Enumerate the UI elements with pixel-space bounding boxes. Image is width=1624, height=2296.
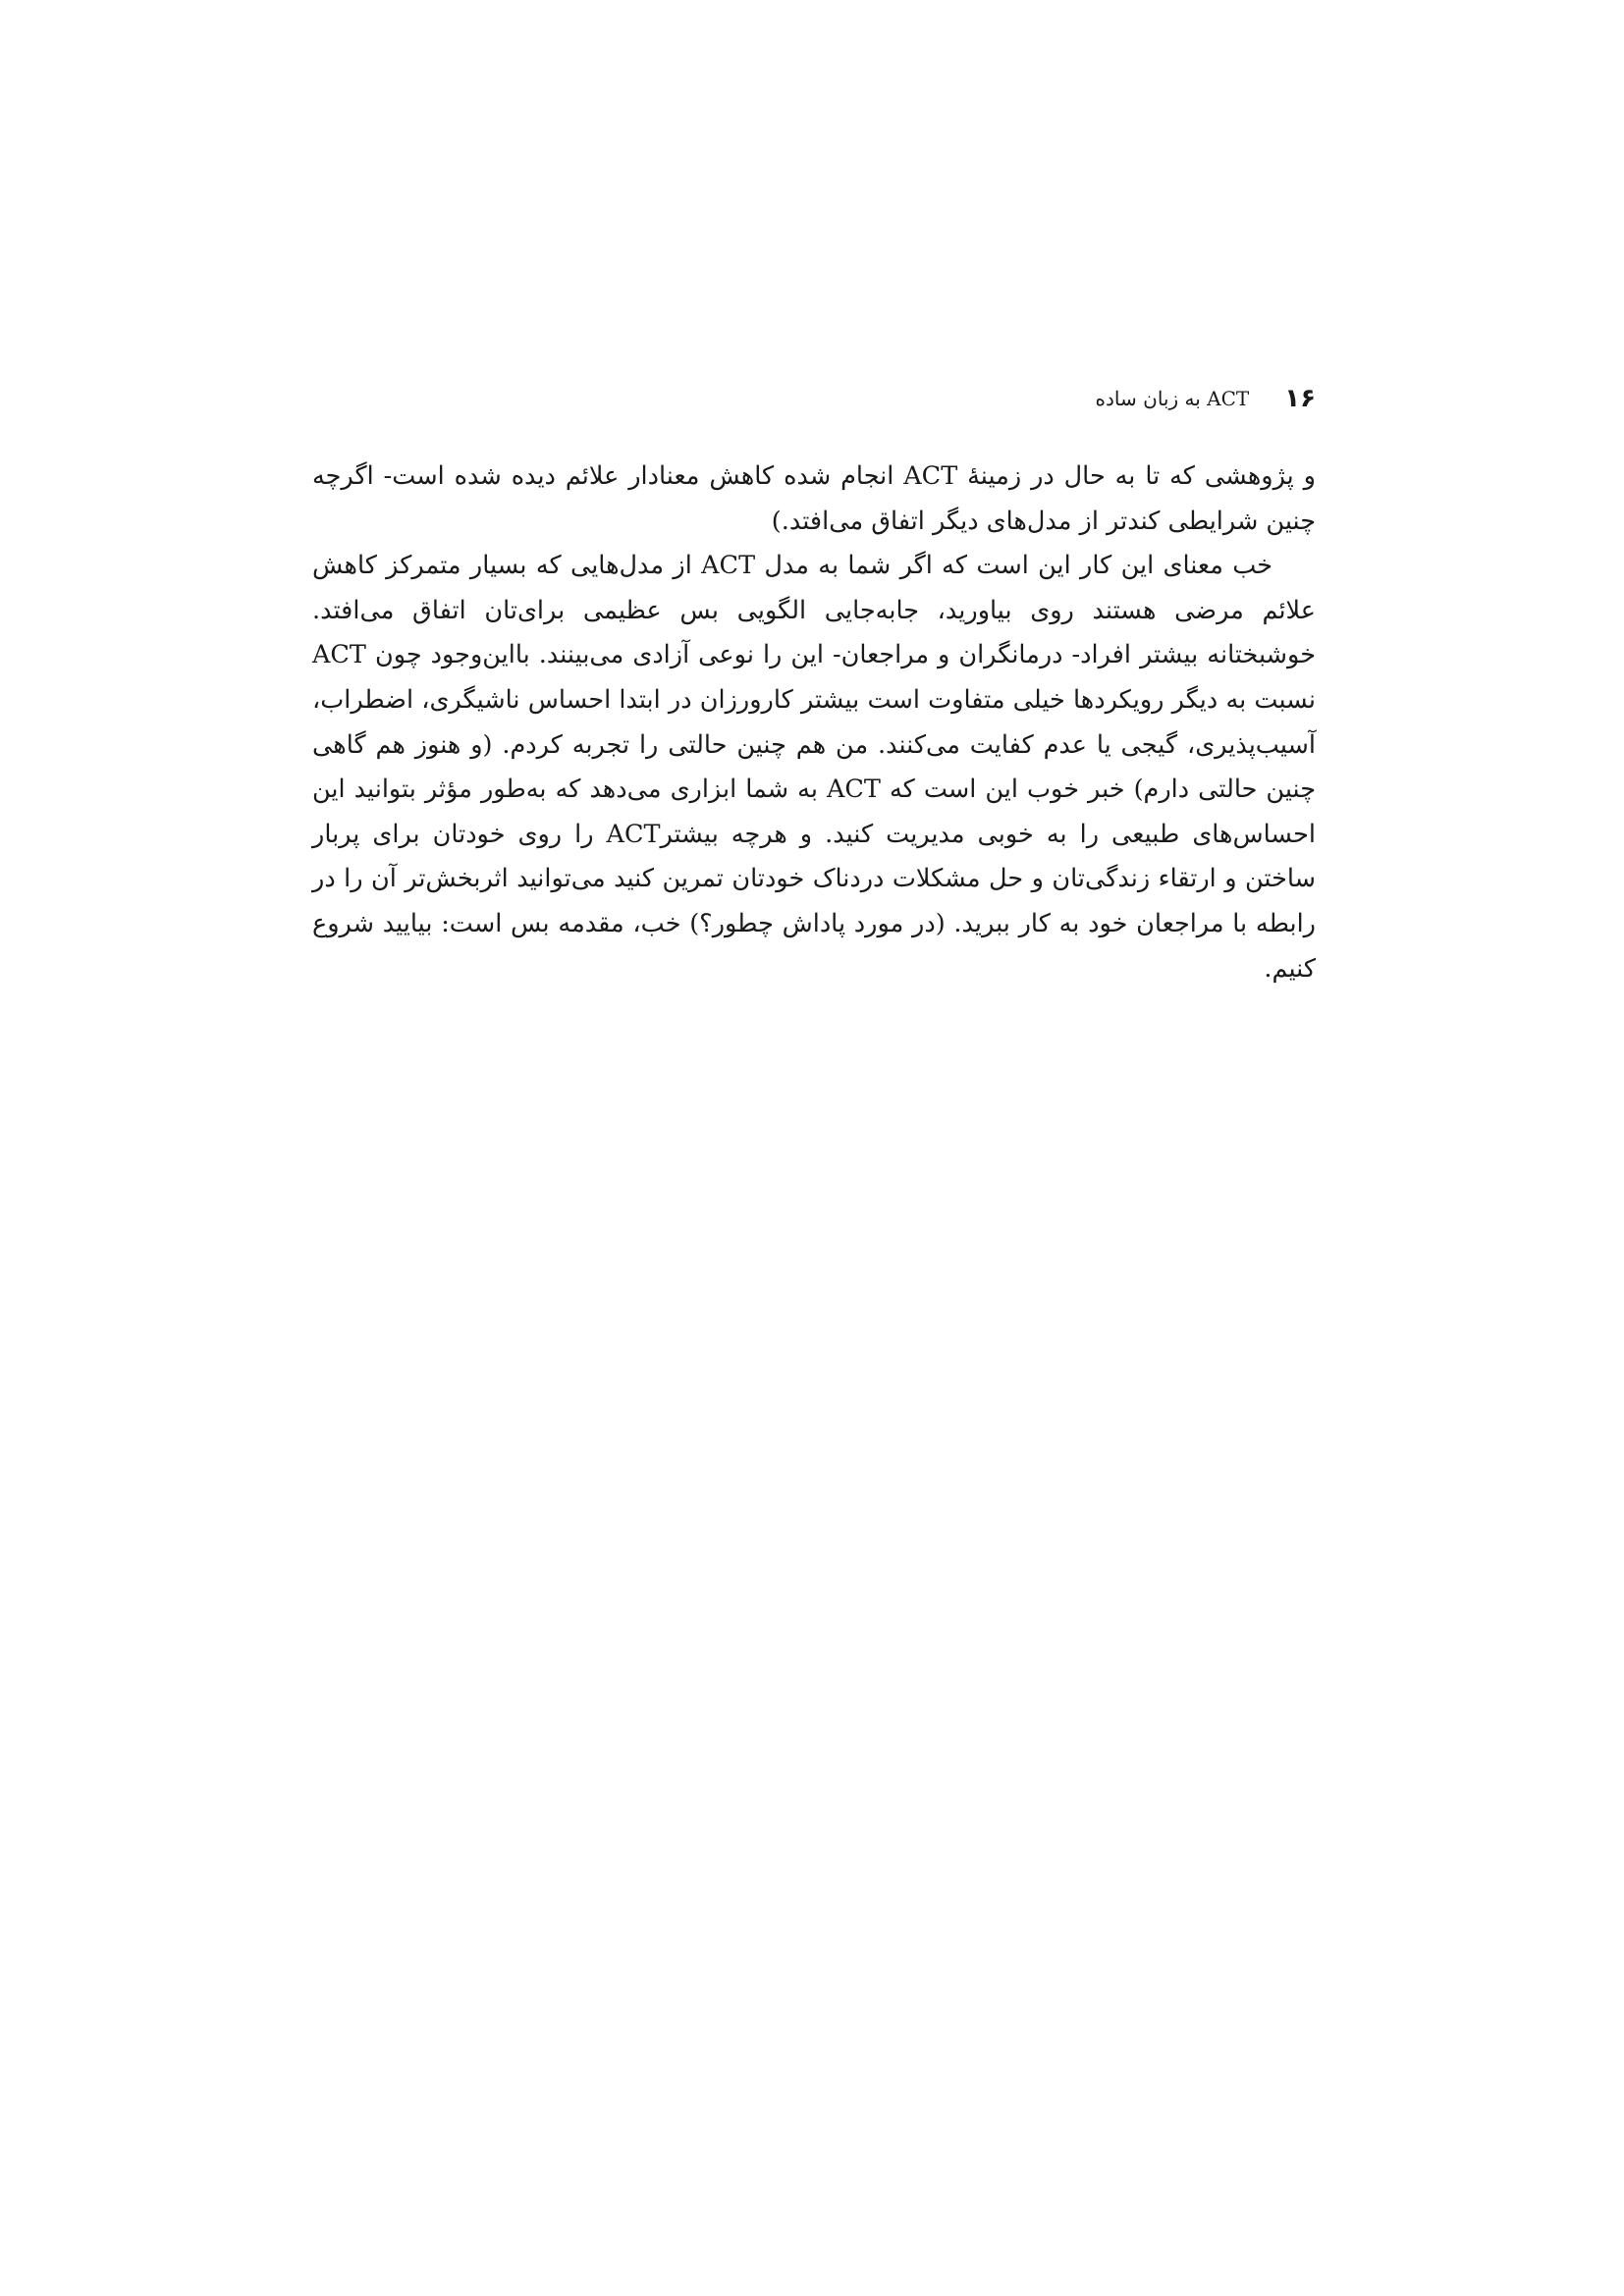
body-text xyxy=(312,454,1316,991)
paragraph-continued: و پژوهشی که تا به حال در زمینهٔ ACT انجام شده کاهش معنادار علائم دیده شده است- اگرچه چنین شرایطی کندتر از مدل‌های دیگر اتفاق می‌افتد.) xyxy=(312,461,1316,536)
running-header xyxy=(312,379,1316,418)
book-title: ACT به زبان ساده xyxy=(1095,387,1250,410)
paragraph: خب معنای این کار این است که اگر شما به مدل ACT از مدل‌هایی که بسیار متمرکز کاهش علائم مرضی هستند روی بیاورید، جابه‌جایی الگویی بس عظیمی برای‌تان اتفاق می‌افتد. خوشبختانه بیشتر افراد- درمانگران و مراجعان- این را نوعی آزادی می‌بینند. بااین‌وجود چون ACT نسبت به دیگر رویکردها خیلی متفاوت است بیشتر کارورزان در ابتدا احساس ناشیگری، اضطراب، آسیب‌پذیری، گیجی یا عدم کفایت می‌کنند. من هم چنین حالتی را تجربه کردم. (و هنوز هم گاهی چنین حالتی دارم) خبر خوب این است که ACT به شما ابزاری می‌دهد که به‌طور مؤثر بتوانید این احساس‌های طبیعی را به خوبی مدیریت کنید. و هرچه بیشترACT را روی خودتان برای پربار ساختن و ارتقاء زندگی‌تان و حل مشکلات دردناک خودتان تمرین کنید می‌توانید اثربخش‌تر آن را در رابطه با مراجعان خود به کار ببرید. (در مورد پاداش چطور؟) خب، مقدمه بس است: بیایید شروع کنیم. xyxy=(312,551,1316,984)
page-number: ۱۶ xyxy=(1284,384,1316,413)
